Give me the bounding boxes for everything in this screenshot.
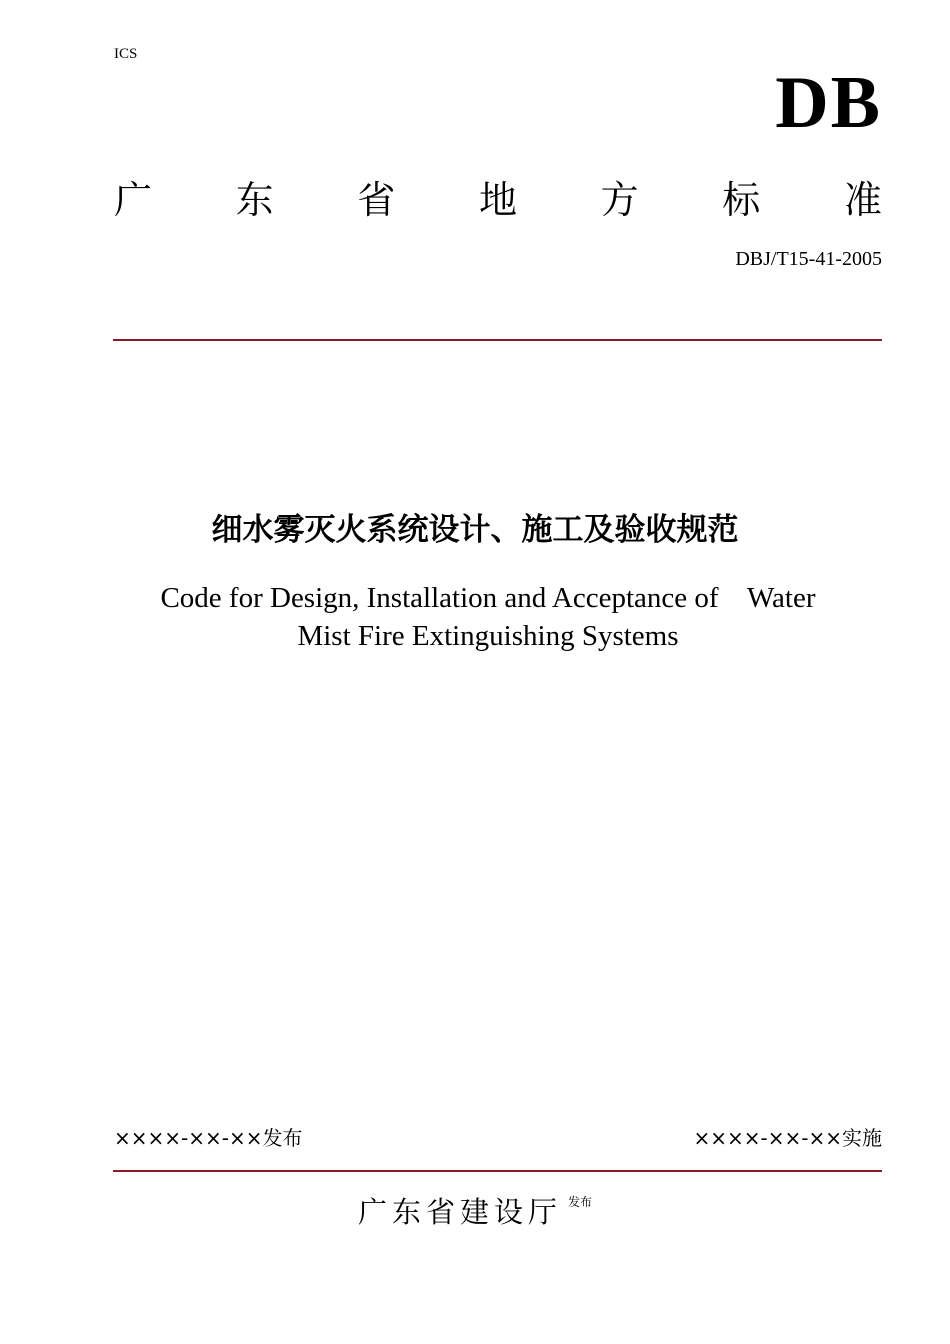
- top-divider: [113, 339, 882, 341]
- publisher-name: 广东省建设厅: [357, 1195, 562, 1229]
- english-title: [110, 579, 866, 655]
- standard-type-char: 方: [600, 178, 639, 222]
- english-title-line2: Mist Fire Extinguishing Systems: [297, 620, 679, 652]
- chinese-title: 细水雾灭火系统设计、施工及验收规范: [211, 512, 739, 548]
- publisher: [0, 1190, 950, 1231]
- standard-type-char: 广: [114, 178, 153, 222]
- standard-type-char: 省: [357, 178, 396, 222]
- standard-type-char: 准: [843, 178, 882, 222]
- db-mark: DB: [775, 62, 882, 144]
- standard-type-title: [114, 176, 882, 224]
- implement-date: ××××-××-××实施: [693, 1126, 882, 1150]
- ics-label: ICS: [114, 46, 138, 62]
- standard-code: DBJ/T15-41-2005: [735, 248, 882, 270]
- publisher-suffix: 发布: [568, 1195, 593, 1209]
- standard-type-char: 地: [478, 178, 517, 222]
- standard-type-char: 标: [722, 178, 761, 222]
- english-title-line1: Code for Design, Installation and Acceptance of Water: [160, 582, 816, 614]
- bottom-divider: [113, 1170, 882, 1172]
- issue-date: ××××-××-××发布: [114, 1126, 303, 1150]
- standard-type-char: 东: [235, 178, 274, 222]
